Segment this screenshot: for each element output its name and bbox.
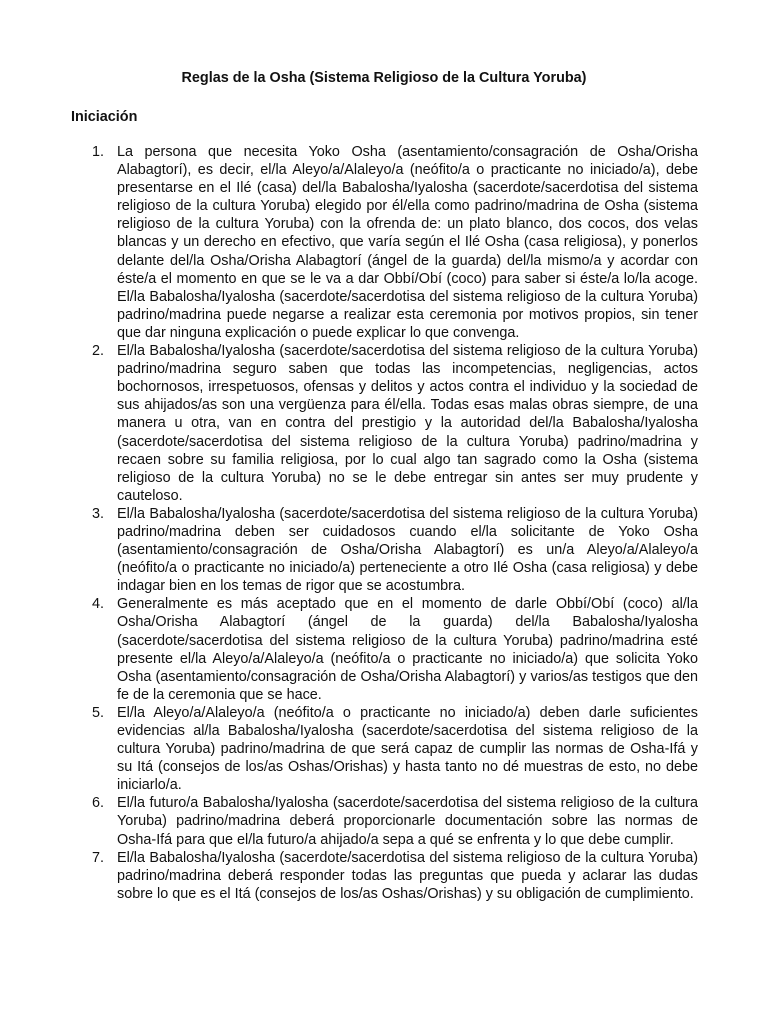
rule-text: El/la Babalosha/Iyalosha (sacerdote/sacerdotisa del sistema religioso de la cultura Yoruba) padrino/madrina seguro saben que todas las incompetencias, negligencias, actos bochornosos, irrespetuosos, ofensas y delitos y actos contra el individuo y la sociedad de sus ahijados/as son una vergüenza para él/ella. Todas esas malas obras siempre, de una manera u otra, van en contra del prestigio y la autoridad del/la Babalosha/Iyalosha (sacerdote/sacerdotisa del sistema religioso de la cultura Yoruba) padrino/madrina y recaen sobre su familia religiosa, por lo cual algo tan sagrado como la Osha (sistema religioso de la cultura Yoruba) no se le debe entregar sin antes ser muy prudente y cauteloso. [117, 343, 698, 504]
rule-text: El/la futuro/a Babalosha/Iyalosha (sacerdote/sacerdotisa del sistema religioso de la cultura Yoruba) padrino/madrina deberá proporcionarle documentación sobre las normas de Osha-Ifá para que el/la futuro/a ahijado/a sepa a qué se enfrenta y lo que debe cumplir. [117, 795, 698, 848]
rule-item [92, 342, 698, 505]
rule-number: 7. [92, 849, 105, 866]
rule-number: 6. [92, 795, 105, 812]
rule-number: 1. [92, 144, 105, 160]
rule-number: 3. [92, 505, 105, 522]
rule-number: 2. [92, 343, 105, 360]
section-heading: Iniciación [71, 109, 138, 125]
rule-text: Generalmente es más aceptado que en el momento de darle Obbí/Obí (coco) al/la Osha/Orisha Alabagtorí (ángel de la guarda) del/la Babalosha/Iyalosha (sacerdote/sacerdotisa del sistema religioso de la cultura Yoruba) padrino/madrina esté presente el/la Aleyo/a/Alaleyo/a (neófito/a o practicante no iniciado/a) que solicita Yoko Osha (asentamiento/consagración de Osha/Orisha Alabagtorí) y varios/as testigos que den fe de la ceremonia que se hace. [117, 596, 698, 703]
rule-number: 4. [92, 596, 105, 613]
rule-text: La persona que necesita Yoko Osha (asentamiento/consagración de Osha/Orisha Alabagtorí), es decir, el/la Aleyo/a/Alaleyo/a (neófito/a o practicante no iniciado/a), debe presentarse en el Ilé (casa) del/la Babalosha/Iyalosha (sacerdote/sacerdotisa del sistema religioso de la cultura Yoruba) elegido por él/ella como padrino/madrina de Osha (sistema religioso de la cultura Yoruba) con la ofrenda de: un plato blanco, dos cocos, dos velas blancas y un derecho en efectivo, que varía según el Ilé Osha (casa religiosa), y ponerlos delante del/la Osha/Orisha Alabagtorí (ángel de la guarda) del/la mismo/a y acordar con éste/a el momento en que se le va a dar Obbí/Obí (coco) para saber si éste/a lo/la acoge. El/la Babalosha/Iyalosha (sacerdote/sacerdotisa del sistema religioso de la cultura Yoruba) padrino/madrina puede negarse a realizar esta ceremonia por motivos propios, sin tener que dar ninguna explicación o puede explicar lo que convenga. [117, 144, 698, 341]
rule-text: El/la Babalosha/Iyalosha (sacerdote/sacerdotisa del sistema religioso de la cultura Yoruba) padrino/madrina deberá responder todas las preguntas que pueda y aclarar las dudas sobre lo que es el Itá (consejos de los/as Oshas/Orishas) y su obligación de cumplimiento. [117, 849, 698, 902]
rules-list [92, 143, 698, 903]
rule-item [92, 595, 698, 704]
rule-item [92, 849, 698, 903]
rule-text: El/la Aleyo/a/Alaleyo/a (neófito/a o practicante no iniciado/a) deben darle suficientes evidencias al/la Babalosha/Iyalosha (sacerdote/sacerdotisa del sistema religioso de la cultura Yoruba) padrino/madrina de que será capaz de cumplir las normas de Osha-Ifá y su Itá (consejos de los/as Oshas/Orishas) y hasta tanto no dé muestras de esto, no debe iniciarlo/a. [117, 704, 698, 794]
rule-number: 5. [92, 704, 105, 721]
rule-item [92, 143, 698, 342]
document-title: Reglas de la Osha (Sistema Religioso de la Cultura Yoruba) [181, 70, 587, 86]
rule-item [92, 704, 698, 794]
rule-item [92, 505, 698, 595]
rule-item [92, 794, 698, 848]
rule-text: El/la Babalosha/Iyalosha (sacerdote/sacerdotisa del sistema religioso de la cultura Yoruba) padrino/madrina deben ser cuidadosos cuando el/la solicitante de Yoko Osha (asentamiento/consagración de Osha/Orisha Alabagtorí) es un/a Aleyo/a/Alaleyo/a (neófito/a o practicante no iniciado/a) perteneciente a otro Ilé Osha (casa religiosa) y debe indagar bien en los temas de rigor que se acostumbra. [117, 505, 698, 595]
